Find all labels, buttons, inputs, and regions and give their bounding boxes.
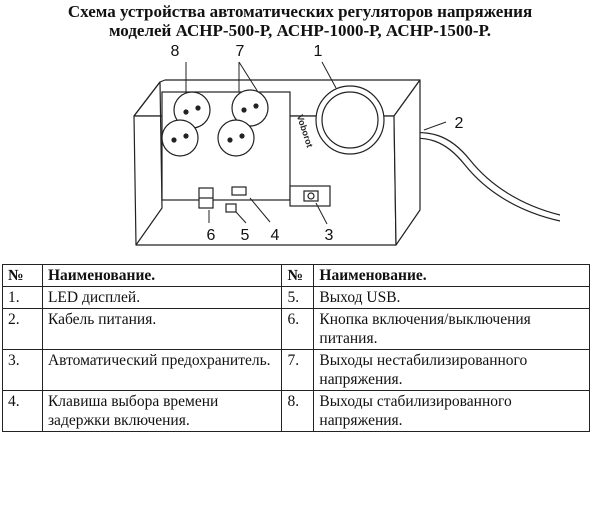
row-number: 3.: [3, 350, 43, 391]
header-number-1: №: [3, 265, 43, 287]
callout-5: 5: [240, 227, 250, 244]
outlet-panel: [162, 90, 290, 200]
header-number-2: №: [282, 265, 314, 287]
table-row: [3, 350, 590, 391]
row-name: Кнопка включения/выключения питания.: [314, 309, 590, 350]
row-name: Клавиша выбора времени задержки включения.: [42, 391, 282, 432]
callout-7: 7: [235, 43, 245, 60]
header-name-2: Наименование.: [314, 265, 590, 287]
row-number: 7.: [282, 350, 314, 391]
device-diagram: [0, 40, 600, 252]
callout-4: 4: [270, 227, 280, 244]
led-display: [316, 86, 384, 154]
row-name: Выход USB.: [314, 287, 590, 309]
brand-logo: Voborot: [294, 113, 315, 149]
row-name: Выходы стабилизированного напряжения.: [314, 391, 590, 432]
callout-8: 8: [170, 43, 180, 60]
delay-switch: [226, 204, 236, 212]
callout-1: 1: [313, 43, 323, 60]
callout-3: 3: [324, 227, 334, 244]
outlet-8-bottom: [162, 120, 198, 156]
title-line-2: моделей АСНР-500-Р, АСНР-1000-Р, АСНР-1500-Р.: [108, 21, 492, 40]
row-name: LED дисплей.: [42, 287, 282, 309]
row-number: 8.: [282, 391, 314, 432]
row-number: 2.: [3, 309, 43, 350]
outlet-7-bottom: [218, 120, 254, 156]
header-name-1: Наименование.: [42, 265, 282, 287]
diagram-title: [0, 2, 600, 40]
title-line-1: Схема устройства автоматических регуляторов напряжения: [67, 2, 533, 21]
row-number: 4.: [3, 391, 43, 432]
callout-2: 2: [454, 115, 464, 132]
table-row: [3, 391, 590, 432]
row-number: 5.: [282, 287, 314, 309]
parts-table: [2, 264, 590, 432]
row-number: 1.: [3, 287, 43, 309]
callout-6: 6: [206, 227, 216, 244]
table-row: [3, 287, 590, 309]
row-name: Кабель питания.: [42, 309, 282, 350]
usb-port: [232, 187, 246, 195]
row-name: Автоматический предохранитель.: [42, 350, 282, 391]
row-number: 6.: [282, 309, 314, 350]
table-row: [3, 309, 590, 350]
table-header-row: [3, 265, 590, 287]
row-name: Выходы нестабилизированного напряжения.: [314, 350, 590, 391]
